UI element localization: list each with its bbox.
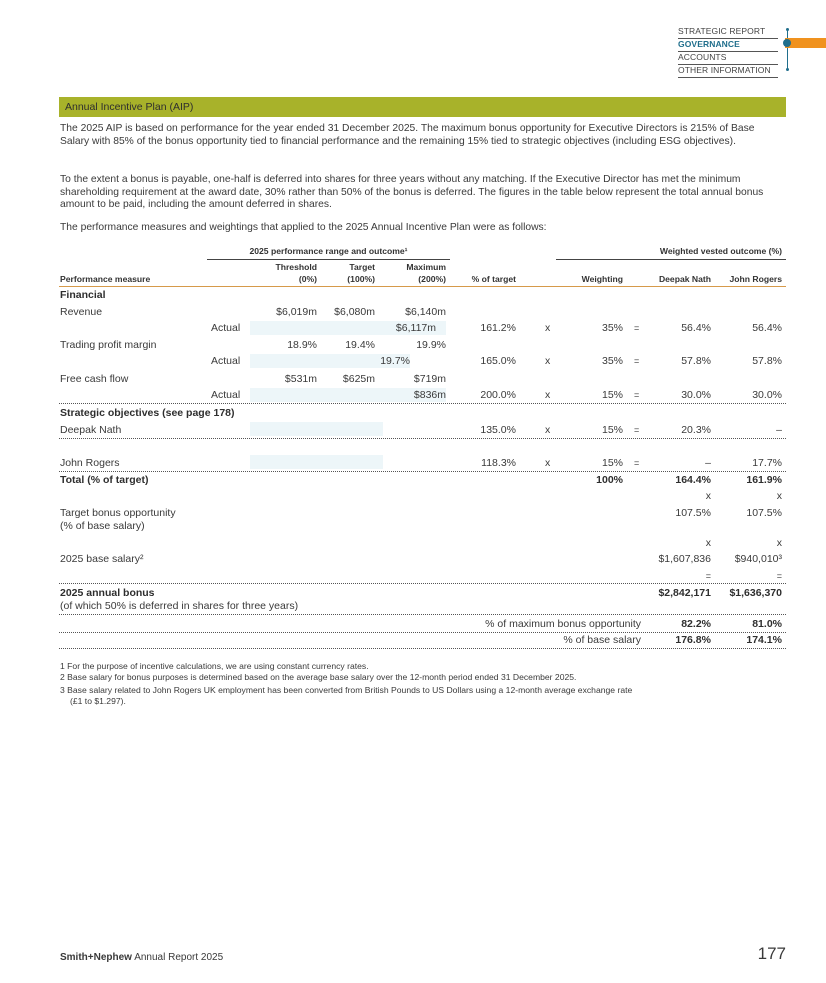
strat-deepak-times: x [545,424,551,436]
footnote-3-continued: (£1 to $1.297). [70,696,126,706]
footer-report-title [60,952,223,963]
fcf-label: Free cash flow [60,373,129,385]
revenue-john: 56.4% [752,322,782,334]
strat-john-equals: = [634,458,640,468]
header-rule [59,286,786,287]
fcf-deepak: 30.0% [681,389,711,401]
col-header-threshold: Threshold [275,262,317,272]
group-header-weighted: Weighted vested outcome (%) [659,246,782,256]
margin-actual: 19.7% [380,355,410,367]
financial-label: Financial [60,289,106,301]
fcf-threshold: $531m [284,373,317,385]
strat-john-deepak: – [705,457,711,469]
col-header-measure: Performance measure [60,274,151,284]
row-divider [59,614,786,615]
section-nav [678,26,778,78]
strat-john-weighting: 15% [601,457,623,469]
margin-equals: = [634,356,640,366]
fcf-target: $625m [342,373,375,385]
margin-weighting: 35% [601,355,623,367]
margin-john: 57.8% [752,355,782,367]
target-bonus-sublabel: (% of base salary) [60,520,145,532]
footer-report: Annual Report 2025 [131,952,224,963]
target-bonus-john: 107.5% [746,507,782,519]
target-bonus-times-deepak: x [705,537,711,549]
strat-deepak-deepak: 20.3% [681,424,711,436]
margin-label: Trading profit margin [60,339,157,351]
total-weighting: 100% [596,474,623,486]
revenue-pct-target: 161.2% [480,322,516,334]
nav-marker-dot [786,28,789,31]
strat-deepak-equals: = [634,425,640,435]
base-salary-john: $940,010³ [734,553,782,565]
fcf-times: x [545,389,551,401]
fcf-weighting: 15% [601,389,623,401]
col-header-deepak: Deepak Nath [658,274,711,284]
nav-strategic-report[interactable]: STRATEGIC REPORT [678,26,778,39]
revenue-target: $6,080m [334,306,375,318]
col-header-maximum: Maximum [406,262,446,272]
strat-deepak-weighting: 15% [601,424,623,436]
pct-max-label: % of maximum bonus opportunity [485,618,641,630]
revenue-deepak: 56.4% [681,322,711,334]
col-header-weighting: Weighting [581,274,623,284]
row-divider [59,648,786,649]
margin-deepak: 57.8% [681,355,711,367]
revenue-actual-label: Actual [211,322,241,334]
fcf-actual-label: Actual [211,389,241,401]
pct-max-john: 81.0% [752,618,782,630]
strat-deepak-pct-target: 135.0% [480,424,516,436]
nav-governance[interactable]: GOVERNANCE [678,39,778,52]
deferral-paragraph: To the extent a bonus is payable, one-half is deferred into shares for three years without any matching. If the Executive Director has met the minimum shareholding requirement at the award date, 30% rather than 50% of the bonus is deferred. The figures in the table below represent the total annual bonus amount to be paid, including the amount deferred in shares. [60,174,764,210]
target-bonus-label: Target bonus opportunity [60,507,176,519]
page-number: 177 [757,944,786,963]
pct-max-deepak: 82.2% [681,618,711,630]
strategic-label: Strategic objectives (see page 178) [60,407,235,419]
col-header-target: Target [349,262,375,272]
strat-john-john: 17.7% [752,457,782,469]
footnote-1: 1 For the purpose of incentive calculations, we are using constant currency rates. [60,661,369,671]
measures-paragraph: The performance measures and weightings that applied to the 2025 Annual Incentive Plan were as follows: [60,222,547,233]
revenue-times: x [545,322,551,334]
total-times-deepak: x [705,490,711,502]
strat-deepak-john: – [776,424,782,436]
fcf-actual: $836m [413,389,446,401]
fcf-pct-target: 200.0% [480,389,516,401]
revenue-actual: $6,117m [395,322,436,334]
margin-maximum: 19.9% [416,339,446,351]
nav-active-marker [783,39,791,47]
total-times-john: x [776,490,782,502]
row-divider [59,632,786,633]
target-bonus-times-john: x [776,537,782,549]
revenue-maximum: $6,140m [405,306,446,318]
footnote-3: 3 Base salary related to John Rogers UK employment has been converted from British Pounds to US Dollars using a 12-month average exchange rate [60,685,633,695]
base-salary-equals-deepak: = [705,571,711,581]
strat-john-times: x [545,457,551,469]
fcf-john: 30.0% [752,389,782,401]
strat-deepak-bar [250,422,383,436]
group-rule-range [207,259,450,260]
revenue-threshold: $6,019m [276,306,317,318]
revenue-label: Revenue [60,306,103,318]
row-divider [59,438,786,439]
margin-target: 19.4% [345,339,375,351]
annual-bonus-sublabel: (of which 50% is deferred in shares for three years) [60,600,299,612]
nav-other-information[interactable]: OTHER INFORMATION [678,65,778,78]
group-rule-weighted [556,259,786,260]
strat-john-pct-target: 118.3% [481,457,516,469]
total-label: Total (% of target) [60,474,149,486]
strat-deepak-label: Deepak Nath [60,424,122,436]
row-divider [59,403,786,404]
margin-actual-label: Actual [211,355,241,367]
revenue-weighting: 35% [601,322,623,334]
nav-accounts[interactable]: ACCOUNTS [678,52,778,65]
footer-brand: Smith+Nephew [60,952,132,963]
nav-active-bar [785,38,826,48]
annual-bonus-deepak: $2,842,171 [658,587,711,599]
col-header-target-pct: (100%) [347,274,375,284]
col-header-john: John Rogers [729,274,782,284]
col-header-threshold-pct: (0%) [298,274,317,284]
nav-marker-dot [786,68,789,71]
section-title: Annual Incentive Plan (AIP) [65,101,194,113]
strat-john-bar [250,455,383,469]
fcf-maximum: $719m [413,373,446,385]
base-salary-deepak: $1,607,836 [658,553,711,565]
revenue-equals: = [634,323,640,333]
col-header-pct-target: % of target [471,274,516,284]
row-divider [59,583,786,584]
row-divider [59,471,786,472]
base-salary-label: 2025 base salary² [60,553,144,565]
total-deepak: 164.4% [675,474,711,486]
footnote-2: 2 Base salary for bonus purposes is determined based on the average base salary over the 12-month period ended 31 December 2025. [60,672,577,682]
pct-base-deepak: 176.8% [675,634,711,646]
fcf-equals: = [634,390,640,400]
margin-threshold: 18.9% [287,339,317,351]
target-bonus-deepak: 107.5% [675,507,711,519]
intro-paragraph: The 2025 AIP is based on performance for the year ended 31 December 2025. The maximum bonus opportunity for Executive Directors is 215% of Base Salary with 85% of the bonus opportunity tied to financial performance and the remaining 15% tied to strategic objectives (including ESG objectives). [60,123,755,147]
margin-times: x [545,355,551,367]
margin-pct-target: 165.0% [480,355,516,367]
base-salary-equals-john: = [776,571,782,581]
pct-base-label: % of base salary [563,634,641,646]
section-heading-bar [59,97,786,117]
pct-base-john: 174.1% [746,634,782,646]
strat-john-label: John Rogers [60,457,120,469]
nav-rail [787,29,788,70]
annual-bonus-label: 2025 annual bonus [60,587,155,599]
annual-bonus-john: $1,636,370 [729,587,782,599]
group-header-range: 2025 performance range and outcome¹ [249,246,408,256]
col-header-maximum-pct: (200%) [418,274,446,284]
total-john: 161.9% [746,474,782,486]
